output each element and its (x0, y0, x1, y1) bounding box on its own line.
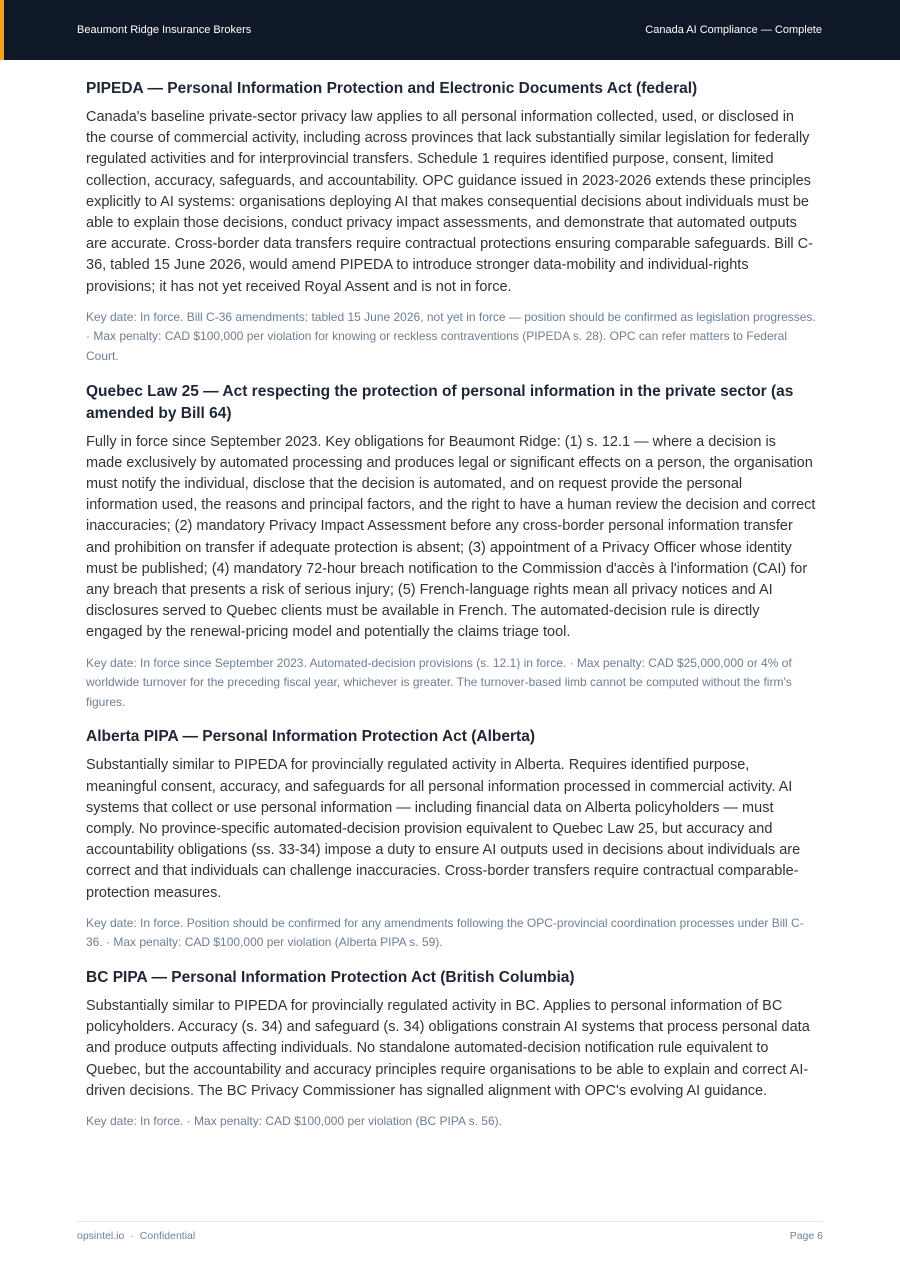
header-company: Beaumont Ridge Insurance Brokers (77, 24, 252, 36)
section-key-note: Key date: In force. Bill C-36 amendments: tabled 15 June 2026, not yet in force — position should be confirmed as legislation progresses. · Max penalty: CAD $100,000 per violation for knowing or reckless contraventions (PIPEDA s. 28). OPC can refer matters to Federal Court. (86, 309, 816, 364)
section-alberta-pipa (86, 726, 816, 953)
footer-separator: · (130, 1230, 134, 1242)
footer-left (77, 1230, 195, 1242)
section-quebec-law-25 (86, 381, 816, 713)
section-title: Quebec Law 25 — Act respecting the protection of personal information in the private sector (as amended by Bill 64) (86, 382, 794, 422)
document-content (86, 78, 816, 1146)
page-footer (77, 1221, 823, 1242)
header-accent-bar (0, 0, 4, 60)
section-title: PIPEDA — Personal Information Protection and Electronic Documents Act (federal) (86, 80, 698, 97)
section-title: BC PIPA — Personal Information Protection Act (British Columbia) (86, 969, 575, 987)
section-key-note: Key date: In force since September 2023. Automated-decision provisions (s. 12.1) in force. · Max penalty: CAD $25,000,000 or 4% of worldwide turnover for the preceding fiscal year, whichever is greater. The turnover-based limb cannot be computed without the firm's figures. (86, 655, 792, 709)
section-pipeda (86, 78, 816, 367)
section-body: Substantially similar to PIPEDA for provincially regulated activity in BC. Applies to personal information of BC policyholders. Accuracy (s. 34) and safeguard (s. 34) obligations constrain AI systems that process personal data and produce outputs affecting individuals. No standalone automated-decision notification rule equivalent to Quebec, but the accountability and accuracy principles require organisations to be able to explain and correct AI-driven decisions. The BC Privacy Commissioner has signalled alignment with OPC's evolving AI guidance. (86, 998, 810, 1099)
section-key-note: Key date: In force. · Max penalty: CAD $100,000 per violation (BC PIPA s. 56). (86, 1114, 502, 1129)
section-body: Fully in force since September 2023. Key obligations for Beaumont Ridge: (1) s. 12.1 — where a decision is made exclusively by automated processing and produces legal or significant effects on a person, the organisation must notify the individual, disclose that the decision is automated, and on request provide the personal information used, the reasons and principal factors, and the right to have a human review the decision and correct inaccuracies; (2) mandatory Privacy Impact Assessment before any cross-border personal information transfer and prohibition on transfer if adequate protection is absent; (3) appointment of a Privacy Officer whose identity must be published; (4) mandatory 72-hour breach notification to the Commission d'accès à l'information (CAI) for any breach that presents a risk of serious injury; (5) French-language rights mean all privacy notices and AI disclosures served to Quebec clients must be available in French. The automated-decision rule is directly engaged by the renewal-pricing model and potentially the claims triage tool. (86, 433, 816, 641)
page-number: Page 6 (789, 1230, 823, 1242)
header-report-title: Canada AI Compliance — Complete (645, 24, 822, 36)
section-bc-pipa (86, 967, 816, 1132)
page-header (0, 0, 900, 60)
footer-confidential: Confidential (139, 1230, 196, 1242)
section-body: Canada's baseline private-sector privacy law applies to all personal information collected, used, or disclosed in the course of commercial activity, including across provinces that lack substantially similar legislation for federally regulated activities and for interprovincial transfers. Schedule 1 requires identified purpose, consent, limited collection, accuracy, safeguards, and accountability. OPC guidance issued in 2023-2026 extends these principles explicitly to AI systems: organisations deploying AI that makes consequential decisions about individuals must be able to explain those decisions, conduct privacy impact assessments, and demonstrate that automated outputs are accurate. Cross-border data transfers require contractual protections ensuring comparable safeguards. Bill C-36, tabled 15 June 2026, would amend PIPEDA to introduce stronger data-mobility and individual-rights provisions; it has not yet received Royal Assent and is not in force. (86, 109, 813, 295)
section-key-note: Key date: In force. Position should be confirmed for any amendments following the OPC-provincial coordination processes under Bill C-36. · Max penalty: CAD $100,000 per violation (Alberta PIPA s. 59). (86, 915, 804, 950)
footer-site: opsintel.io (77, 1230, 125, 1242)
section-body: Substantially similar to PIPEDA for provincially regulated activity in Alberta. Requires identified purpose, meaningful consent, accuracy, and safeguards for all personal information processed in commercial activity. AI systems that collect or use personal information — including financial data on Alberta policyholders — must comply. No province-specific automated-decision provision equivalent to Quebec Law 25, but accuracy and accountability obligations (ss. 33-34) impose a duty to ensure AI outputs used in decisions about individuals are correct and that individuals can challenge inaccuracies. Cross-border transfers require contractual comparable-protection measures. (86, 757, 801, 901)
section-title: Alberta PIPA — Personal Information Protection Act (Alberta) (86, 728, 535, 746)
